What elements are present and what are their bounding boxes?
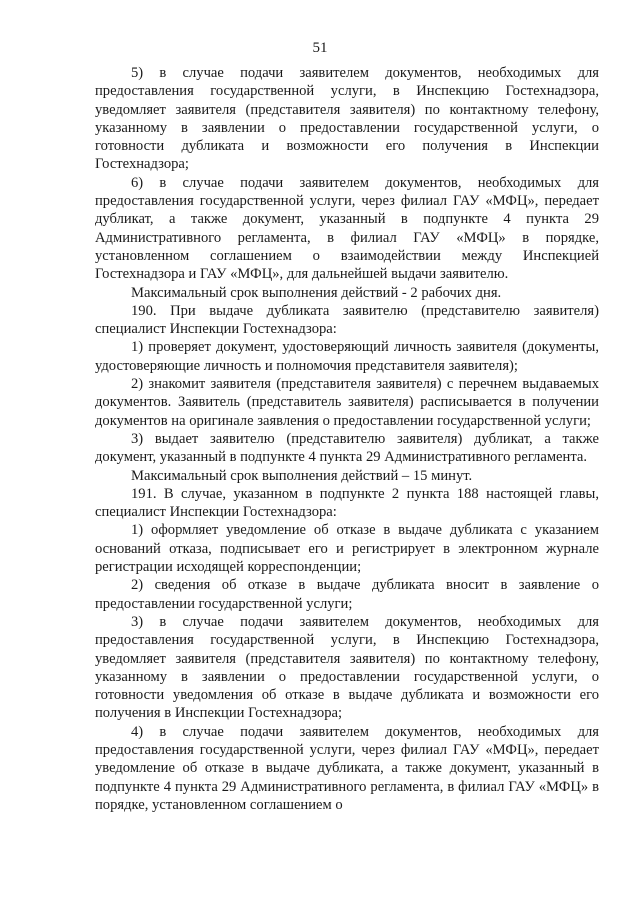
- page-number: 51: [312, 40, 328, 56]
- paragraph-191-item-2: 2) сведения об отказе в выдаче дубликата вносит в заявление о предоставлении государственной услуги;: [95, 577, 599, 612]
- paragraph-191-item-4: 4) в случае подачи заявителем документов, необходимых для предоставления государственной услуги, через филиал ГАУ «МФЦ», передает уведомление об отказе в выдаче дубликата, а также документ, указанный в подпункте 4 пункта 29 Административного регламента, в филиал ГАУ «МФЦ» в порядке, установленном соглашением о: [95, 723, 599, 813]
- paragraph-max-time-1: Максимальный срок выполнения действий - 2 рабочих дня.: [131, 284, 502, 301]
- paragraph-191: 191. В случае, указанном в подпункте 2 пункта 188 настоящей главы, специалист Инспекции Гостехнадзора:: [95, 485, 599, 521]
- paragraph-item-5: 5) в случае подачи заявителем документов, необходимых для предоставления государственной услуги, в Инспекцию Гостехнадзора, уведомляет заявителя (представителя заявителя) по контактному телефону, указанному в заявлении о предоставлении государственной услуги, о готовности дубликата и возможности его получения в Инспекции Гостехнадзора;: [95, 65, 599, 173]
- paragraph-190-item-1: 1) проверяет документ, удостоверяющий личность заявителя (документы, удостоверяющие личность и полномочия представителя заявителя);: [95, 339, 599, 374]
- body-text: [95, 64, 599, 814]
- paragraph-max-time-2: Максимальный срок выполнения действий – 15 минут.: [131, 467, 473, 484]
- paragraph-191-item-1: 1) оформляет уведомление об отказе в выдаче дубликата с указанием оснований отказа, подписывает его и регистрирует в электронном журнале регистрации исходящей корреспонденции;: [95, 522, 599, 576]
- paragraph-191-item-3: 3) в случае подачи заявителем документов, необходимых для предоставления государственной услуги, в Инспекцию Гостехнадзора, уведомляет заявителя (представителя заявителя) по контактному телефону, указанному в заявлении о предоставлении государственной услуги, о готовности уведомления об отказе в выдаче дубликата и возможности его получения в Инспекции Гостехнадзора;: [95, 613, 599, 722]
- paragraph-item-6: 6) в случае подачи заявителем документов, необходимых для предоставления государственной услуги, через филиал ГАУ «МФЦ», передает дубликат, а также документ, указанный в подпункте 4 пункта 29 Административного регламента, в филиал ГАУ «МФЦ» в порядке, установленном соглашением о взаимодействии между Инспекцией Гостехнадзора и ГАУ «МФЦ», для дальнейшей выдачи заявителю.: [95, 174, 599, 283]
- paragraph-190-item-2: 2) знакомит заявителя (представителя заявителя) с перечнем выдаваемых документов. Заявитель (представитель заявителя) расписывается в получении документов на оригинале заявления о предоставлении государственной услуги;: [95, 376, 599, 429]
- paragraph-190-item-3: 3) выдает заявителю (представителю заявителя) дубликат, а также документ, указанный в подпункте 4 пункта 29 Административного регламента.: [95, 430, 599, 466]
- paragraph-190: 190. При выдаче дубликата заявителю (представителю заявителя) специалист Инспекции Гостехнадзора:: [95, 302, 599, 338]
